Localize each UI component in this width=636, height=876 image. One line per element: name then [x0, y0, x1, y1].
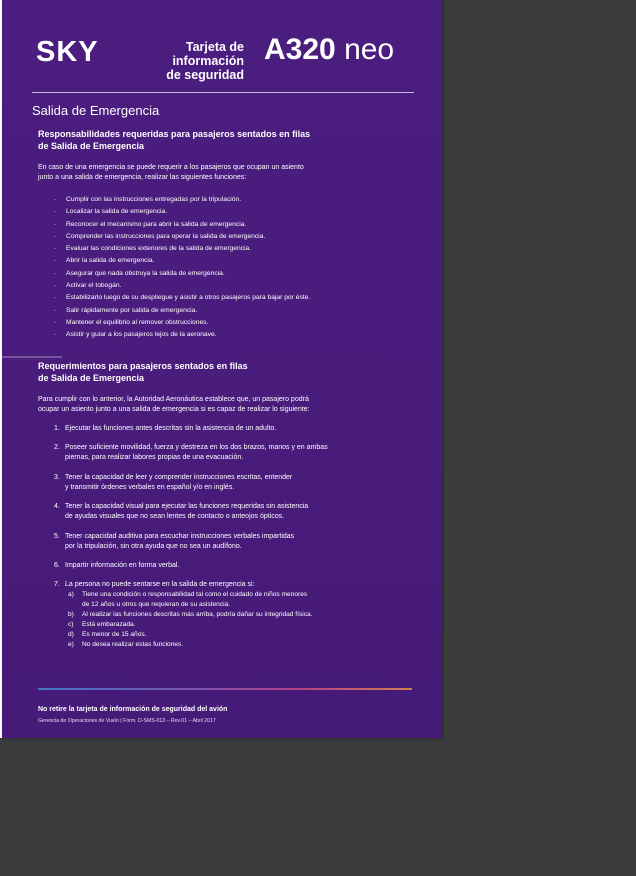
- responsibilities-list: [54, 194, 394, 342]
- block1-heading: [38, 128, 338, 152]
- list-item: · Cumplir con las instrucciones entregadas por la tripulación.: [54, 194, 394, 206]
- block2-intro-line2: ocupar un asiento junto a una salida de emergencia si es capaz de realizar lo siguiente:: [38, 406, 310, 413]
- requirement-number: 6.: [54, 562, 60, 569]
- condition-letter: c): [68, 621, 74, 628]
- condition-letter: d): [68, 631, 74, 638]
- condition-letter: e): [68, 641, 74, 648]
- card-title: [114, 40, 244, 82]
- aircraft-variant: neo: [344, 33, 395, 66]
- block1-heading-line1: Responsabilidades requeridas para pasajeros sentados en filas: [38, 129, 311, 139]
- condition-letter: b): [68, 611, 74, 618]
- condition-item: [68, 620, 368, 630]
- paper-fold-mark: [2, 356, 62, 358]
- list-item: · Comprender las instrucciones para operar la salida de emergencia.: [54, 231, 394, 243]
- requirement-text-line2: piernas, para realizar labores propias de una evacuación.: [65, 453, 244, 461]
- list-item: · Salir rápidamente por salida de emergencia.: [54, 305, 394, 317]
- requirement-item: [54, 473, 354, 492]
- safety-card: [2, 0, 442, 738]
- list-item: · Abrir la salida de emergencia.: [54, 255, 394, 267]
- scan-background-bottom: [0, 738, 636, 876]
- card-header: [2, 0, 442, 92]
- section-title: Salida de Emergencia: [32, 103, 160, 118]
- airline-logo: SKY: [36, 36, 99, 68]
- block2-heading: [38, 360, 338, 384]
- condition-item: [68, 600, 368, 610]
- requirement-text-line2: por la tripulación, sin otra ayuda que no sea un audífono.: [65, 542, 242, 550]
- condition-item: [68, 610, 368, 620]
- requirement-number: 5.: [54, 533, 60, 540]
- footer-divider: [38, 688, 412, 690]
- requirement-number: 1.: [54, 425, 60, 432]
- requirement-text-line1: Tener la capacidad de leer y comprender instrucciones escritas, entender: [65, 474, 293, 481]
- block1-intro-line2: junto a una salida de emergencia, realizar las siguientes funciones:: [38, 174, 247, 181]
- requirement-text: La persona no puede sentarse en la salida de emergencia si:: [65, 581, 255, 588]
- list-item: · Localizar la salida de emergencia.: [54, 206, 394, 218]
- list-item: · Asistir y guiar a los pasajeros lejos de la aeronave.: [54, 329, 394, 341]
- card-title-line1: Tarjeta de información: [172, 40, 244, 68]
- block2-intro-line1: Para cumplir con lo anterior, la Autoridad Aeronáutica establece que, un pasajero podrá: [38, 396, 309, 403]
- requirement-item: [54, 443, 354, 462]
- condition-letter: a): [68, 591, 74, 598]
- condition-item: [68, 640, 368, 650]
- requirement-number: 7.: [54, 581, 60, 588]
- requirement-text: Impartir información en forma verbal.: [65, 562, 180, 569]
- list-item: · Reconocer el mecanismo para abrir la salida de emergencia.: [54, 219, 394, 231]
- requirement-item: [54, 532, 354, 551]
- requirement-text: Ejecutar las funciones antes descritas sin la asistencia de un adulto.: [65, 425, 277, 432]
- requirement-item: [54, 561, 354, 571]
- condition-text: Tiene una condición o responsabilidad tal como el cuidado de niños menores: [82, 591, 308, 598]
- list-item: · Estabilizarlo luego de su despliegue y asistir a otros pasajeros para bajar por éste.: [54, 292, 394, 304]
- requirement-number: 4.: [54, 503, 60, 510]
- condition-text: No desea realizar estas funciones.: [82, 641, 184, 648]
- requirement-text-line1: Tener capacidad auditiva para escuchar instrucciones verbales impartidas: [65, 533, 295, 540]
- footer-meta: Gerencia de Operaciones de Vuelo | Form. D-SMS-013 – Rev.01 – Abril 2017: [38, 718, 216, 724]
- requirement-item: [54, 424, 354, 434]
- requirement-text-line1: Poseer suficiente movilidad, fuerza y destreza en los dos brazos, manos y en ambas: [65, 444, 328, 451]
- header-divider: [32, 92, 414, 93]
- list-item: · Activar el tobogán.: [54, 280, 394, 292]
- card-title-line2: de seguridad: [166, 68, 244, 82]
- condition-text: Al realizar las funciones descritas más arriba, podría dañar su integridad física.: [82, 611, 313, 618]
- block1-heading-line2: de Salida de Emergencia: [38, 141, 145, 151]
- requirement-text-line2: de ayudas visuales que no sean lentes de contacto o anteojos ópticos.: [65, 512, 285, 520]
- requirement-text-line2: y transmitir órdenes verbales en español y/o en inglés.: [65, 483, 235, 491]
- condition-item: [68, 590, 368, 600]
- list-item: · Evaluar las condiciones exteriores de la salida de emergencia.: [54, 243, 394, 255]
- requirement-text-line1: Tener la capacidad visual para ejecutar las funciones requeridas sin asistencia: [65, 503, 309, 510]
- condition-text: Está embarazada.: [82, 621, 136, 628]
- aircraft-type: [264, 33, 394, 67]
- block2-intro: [38, 395, 358, 415]
- requirement-item: [54, 580, 354, 590]
- condition-text: de 12 años u otros que requieran de su asistencia.: [82, 601, 231, 608]
- condition-item: [68, 630, 368, 640]
- requirement-number: 3.: [54, 474, 60, 481]
- footer-note: No retire la tarjeta de información de seguridad del avión: [38, 706, 228, 713]
- requirement-item: [54, 502, 354, 521]
- condition-text: Es menor de 15 años.: [82, 631, 147, 638]
- list-item: · Asegurar que nada obstruya la salida de emergencia.: [54, 268, 394, 280]
- block2-heading-line1: Requerimientos para pasajeros sentados en filas: [38, 361, 248, 371]
- aircraft-model: A320: [264, 33, 336, 66]
- block1-intro: [38, 163, 358, 183]
- list-item: · Mantener el equilibrio al remover obstrucciones.: [54, 317, 394, 329]
- requirement-number: 2.: [54, 444, 60, 451]
- block2-heading-line2: de Salida de Emergencia: [38, 373, 145, 383]
- block1-intro-line1: En caso de una emergencia se puede requerir a los pasajeros que ocupan un asiento: [38, 164, 304, 171]
